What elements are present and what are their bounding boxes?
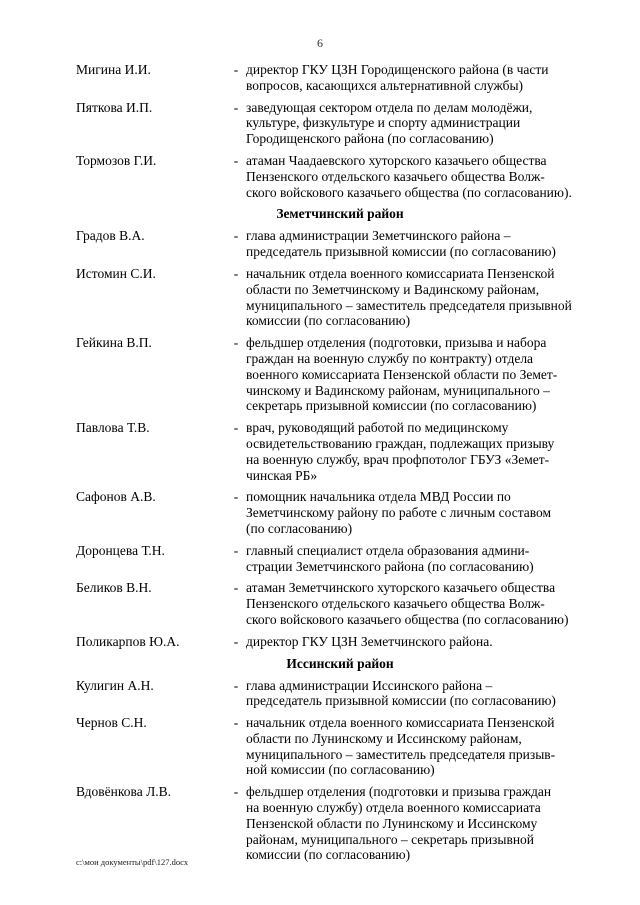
person-name: Градов В.А. [76,228,145,244]
separator-dash: - [233,99,239,115]
entries-list-gorodishche [76,62,604,200]
entry-row [76,335,604,414]
separator-dash: - [233,542,239,558]
entry-row [76,715,604,778]
separator-dash: - [233,62,239,77]
entry-row [76,100,604,147]
person-role: врач, руководящий работой по медицинскому освидетельствованию граждан, подлежащих призыву на военную службу, врач профпотолог ГБУЗ «Земет- чинская РБ» [246,420,555,483]
person-name: Вдовёнкова Л.В. [76,784,171,800]
entries-list-issa [76,678,604,864]
entry-row [76,543,604,575]
person-name: Гейкина В.П. [76,335,152,351]
separator-dash: - [233,420,239,436]
separator-dash: - [233,489,239,505]
separator-dash: - [233,580,239,596]
entries-list-zemetchino [76,228,604,649]
person-name: Чернов С.Н. [76,715,147,731]
section-title-issa: Иссинский район [286,655,394,671]
person-name: Мигина И.И. [76,62,151,77]
entry-row [76,420,604,483]
entry-row [76,153,604,200]
separator-dash: - [233,265,239,281]
separator-dash: - [233,633,239,649]
separator-dash: - [233,677,239,693]
person-name: Беликов В.Н. [76,580,152,596]
person-role: глава администрации Земетчинского района – председатель призывной комиссии (по согласованию) [246,228,556,260]
person-role: начальник отдела военного комиссариата Пензенской области по Лунинскому и Иссинскому районам, муниципального – заместитель председателя призыв- ной комиссии (по согласованию) [246,715,556,778]
entry-row [76,62,604,94]
separator-dash: - [233,335,239,351]
separator-dash: - [233,228,239,244]
person-role: директор ГКУ ЦЗН Городищенского района (в части вопросов, касающихся альтернативной службы) [246,62,549,93]
entry-row [76,266,604,329]
footer-file-path: c:\мои документы\pdf\127.docx [76,857,189,867]
person-name: Доронцева Т.Н. [76,542,165,558]
separator-dash: - [233,784,239,800]
person-name: Тормозов Г.И. [76,152,157,168]
page-number: 6 [317,36,323,50]
person-name: Кулигин А.Н. [76,677,154,693]
document-body [76,62,604,869]
entry-row [76,678,604,710]
entry-row [76,489,604,536]
person-role: атаман Чаадаевского хуторского казачьего общества Пензенского отдельского казачьего общества Волж- ского войскового казачьего общества (по согласованию). [246,152,572,200]
person-name: Истомин С.И. [76,265,156,281]
entry-row [76,784,604,863]
entry-row [76,580,604,627]
person-name: Поликарпов Ю.А. [76,633,180,649]
entry-row [76,634,604,650]
person-name: Сафонов А.В. [76,489,156,505]
entry-row [76,228,604,260]
person-role: директор ГКУ ЦЗН Земетчинского района. [246,633,493,649]
person-role: начальник отдела военного комиссариата Пензенской области по Земетчинскому и Вадинскому районам, муниципального – заместитель председателя призывной комиссии (по согласованию) [246,265,572,329]
separator-dash: - [233,152,239,168]
person-role: фельдшер отделения (подготовки, призыва и набора граждан на военную службу по контракту) отдела военного комиссариата Пензенской области по Земет- чинскому и Вадинскому районам, муниципального – секретарь призывной комиссии (по согласованию) [246,335,558,414]
person-role: фельдшер отделения (подготовки и призыва граждан на военную службу) отдела военного комиссариата Пензенской области по Лунинскому и Иссинскому районам, муниципального – секретарь призывной комиссии (по согласованию) [246,784,552,863]
person-role: главный специалист отдела образования админи- страции Земетчинского района (по согласованию) [246,542,534,574]
person-name: Пяткова И.П. [76,99,153,115]
person-name: Павлова Т.В. [76,420,150,436]
person-role: атаман Земетчинского хуторского казачьего общества Пензенского отдельского казачьего общества Волж- ского войскового казачьего общества (по согласованию) [246,580,569,627]
section-title-zemetchino: Земетчинский район [276,206,404,222]
person-role: глава администрации Иссинского района – председатель призывной комиссии (по согласованию) [246,677,556,709]
person-role: заведующая сектором отдела по делам молодёжи, культуре, физкультуре и спорту администрации Городищенского района (по согласованию) [246,99,533,147]
separator-dash: - [233,715,239,731]
person-role: помощник начальника отдела МВД России по Земетчинскому району по работе с личным составом (по согласованию) [246,489,552,536]
